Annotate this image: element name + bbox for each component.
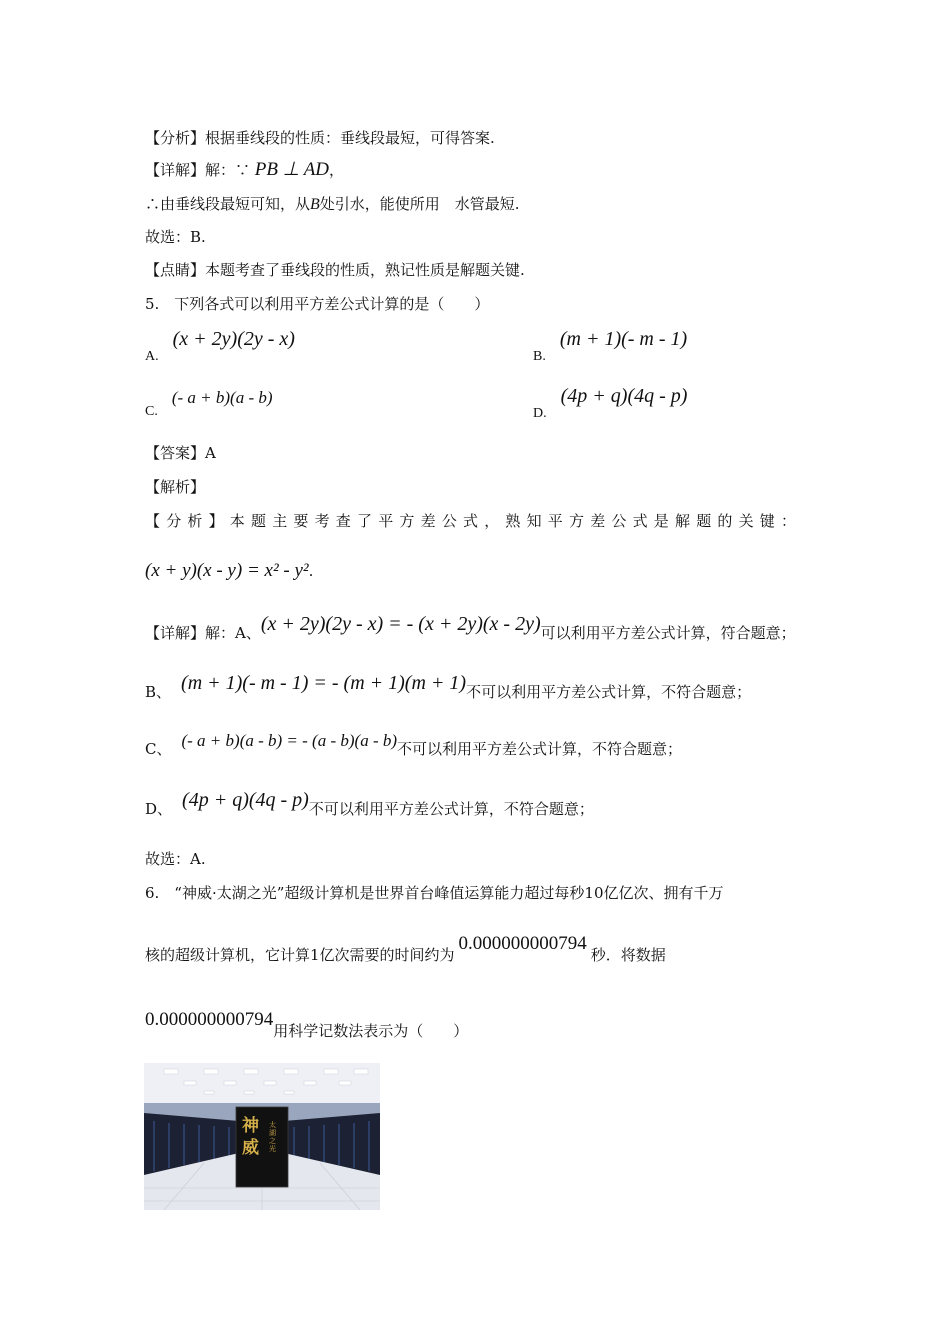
q6-line2 (145, 933, 666, 966)
q5-detail-a (145, 613, 796, 644)
q5-option-b (533, 328, 688, 364)
q5-detail-b (145, 672, 752, 703)
photo-subtitle: 太湖之光 (269, 1121, 276, 1153)
point-b: B (310, 196, 320, 213)
q5-detail-a-expr: (x + 2y)(2y - x) = - (x + 2y)(x - 2y) (260, 613, 541, 635)
q5-option-a-label: A. (145, 349, 159, 364)
q6-line2-b: 秒．将数据 (590, 946, 666, 964)
q6-line3 (145, 1009, 469, 1042)
q5-detail-b-prefix: B、 (145, 683, 172, 701)
photo-title: 神威 (242, 1116, 259, 1158)
q5-option-a (145, 328, 295, 364)
q5-detail-d-text: 不可以利用平方差公式计算，不符合题意； (308, 800, 594, 818)
prev-choice: 故选：B. (145, 228, 206, 246)
q5-detail-b-expr: (m + 1)(- m - 1) = - (m + 1)(m + 1) (181, 672, 467, 694)
q5-option-d-label: D. (533, 406, 547, 421)
therefore-text: ∴由垂线段最短可知，从 (145, 195, 311, 213)
q5-option-c-expr: (- a + b)(a - b) (171, 388, 273, 407)
analysis-line: 【分析】根据垂线段的性质：垂线段最短，可得答案. (145, 129, 495, 147)
prev-comment: 【点睛】本题考查了垂线段的性质，熟记性质是解题关键. (145, 261, 525, 279)
q5-detail-c-expr: (- a + b)(a - b) = - (a - b)(a - b) (181, 731, 398, 750)
q5-formula-line (145, 560, 313, 582)
q6-number: 0.000000000794 (458, 933, 587, 954)
q5-detail-c (145, 731, 683, 760)
supercomputer-photo (144, 1063, 380, 1210)
q5-formula-end: . (308, 562, 314, 580)
q5-option-b-label: B. (533, 349, 546, 364)
q5-answer: 【答案】A (145, 444, 216, 462)
q6-number-repeat: 0.000000000794 (145, 1009, 274, 1030)
q5-choice: 故选：A. (145, 850, 206, 868)
q5-option-d-expr: (4p + q)(4q - p) (560, 385, 688, 407)
q5-detail-c-text: 不可以利用平方差公式计算，不符合题意； (397, 740, 683, 758)
q5-option-a-expr: (x + 2y)(2y - x) (172, 328, 295, 350)
q5-detail-a-prefix: 【详解】解：A、 (145, 624, 261, 642)
q5-stem: 5. 下列各式可以利用平方差公式计算的是（ ） (145, 295, 490, 313)
q5-option-c-label: C. (145, 404, 158, 419)
q6-line1: 6. “神威·太湖之光”超级计算机是世界首台峰值运算能力超过每秒10亿亿次、拥有千万 (145, 884, 724, 902)
therefore-line (145, 193, 520, 216)
q5-option-c (145, 388, 273, 419)
q5-option-d (533, 385, 688, 421)
q5-formula: (x + y)(x - y) = x² - y² (145, 560, 309, 581)
detail-line (145, 159, 344, 181)
q5-detail-d-expr: (4p + q)(4q - p) (182, 789, 309, 811)
q5-detail-a-text: 可以利用平方差公式计算，符合题意； (540, 624, 796, 642)
q6-line2-a: 核的超级计算机，它计算1亿次需要的时间约为 (145, 946, 455, 964)
q5-detail-b-text: 不可以利用平方差公式计算，不符合题意； (466, 683, 752, 701)
detail-math: PB ⊥ AD (254, 159, 330, 180)
therefore-rest: 处引水，能使所用 水管最短. (319, 195, 520, 213)
q5-analysis-heading: 【解析】 (145, 478, 206, 496)
q5-detail-d-prefix: D、 (145, 800, 173, 818)
q5-analysis: 【分析】本题主要考查了平方差公式，熟知平方差公式是解题的关键： (145, 512, 803, 530)
q6-line3-b: 用科学记数法表示为（ ） (273, 1022, 469, 1040)
q5-option-b-expr: (m + 1)(- m - 1) (559, 328, 688, 350)
detail-prefix: 【详解】解：∵ (145, 161, 255, 179)
q5-detail-d (145, 789, 594, 820)
q5-detail-c-prefix: C、 (145, 740, 172, 758)
detail-suffix: ， (329, 161, 345, 179)
